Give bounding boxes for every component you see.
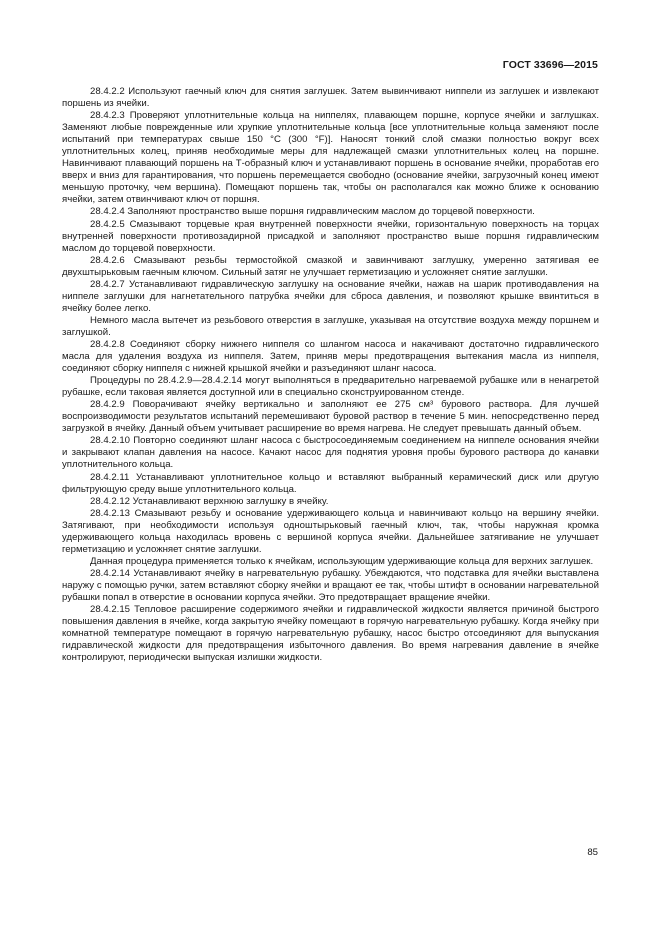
paragraph-28-4-2-7: 28.4.2.7 Устанавливают гидравлическую заглушку на основание ячейки, нажав на шарик противодавления на ниппеле заглушки для нагнетательного патрубка ячейки для сброса давления, и позволяют крышке ввинтиться в ячейку более легко. <box>62 278 599 314</box>
paragraph-28-4-2-14: 28.4.2.14 Устанавливают ячейку в нагревательную рубашку. Убеждаются, что подставка для ячейки выставлена наружу с помощью ручки, затем вставляют сборку ячейки и вращают ее так, чтобы штифт в основании нагревательной рубашки попал в отверстие в основании корпуса ячейки. Это предотвращает вращение ячейки. <box>62 567 599 603</box>
paragraph-28-4-2-8: 28.4.2.8 Соединяют сборку нижнего ниппеля со шлангом насоса и накачивают достаточно гидравлического масла для удаления воздуха из ниппеля. Затем, приняв меры предотвращения вытекания масла из ниппеля, соединяют сборку ниппеля с нижней крышкой ячейки и разъединяют шланг насоса. <box>62 338 599 375</box>
document-body <box>62 86 599 664</box>
paragraph-procedures: Процедуры по 28.4.2.9—28.4.2.14 могут выполняться в предварительно нагреваемой рубашке или в ненагретой рубашке, если таковая является доступной или в специально сконструированном стенде. <box>62 375 599 399</box>
paragraph-28-4-2-9: 28.4.2.9 Поворачивают ячейку вертикально и заполняют ее 275 см³ бурового раствора. Для лучшей воспроизводимости результатов испытаний перемешивают буровой раствор в течение 5 мин. непосредственно перед загрузкой в ячейку. Данный объем учитывает расширение во время нагрева. Не следует превышать данный объем. <box>62 399 599 435</box>
paragraph-note-rings: Данная процедура применяется только к ячейкам, использующим удерживающие кольца для верхних заглушек. <box>90 555 594 567</box>
paragraph-note-oil: Немного масла вытечет из резьбового отверстия в заглушке, указывая на отсутствие воздуха между поршнем и заглушкой. <box>62 314 599 338</box>
paragraph-28-4-2-6: 28.4.2.6 Смазывают резьбы термостойкой смазкой и завинчивают заглушку, умеренно затягивая ее двухштырьковым гаечным ключом. Сильный затяг не улучшает герметизацию и усложняет снятие заглушки. <box>62 254 599 278</box>
paragraph-28-4-2-15: 28.4.2.15 Тепловое расширение содержимого ячейки и гидравлической жидкости является причиной быстрого повышения давления в ячейке, когда закрытую ячейку помещают в горячую нагревательную рубашку. Когда ячейку при комнатной температуре помещают в горячую нагревательную рубашку, насос быстро отсоединяют для выпускания гидравлической жидкости для предотвращения избыточного давления. Во время нагревания давление в ячейке контролируют, периодически выпуская излишки жидкости. <box>62 604 599 664</box>
paragraph-28-4-2-2: 28.4.2.2 Используют гаечный ключ для снятия заглушек. Затем вывинчивают ниппели из заглушек и извлекают поршень из ячейки. <box>62 86 599 110</box>
paragraph-28-4-2-10: 28.4.2.10 Повторно соединяют шланг насоса с быстросоединяемым соединением на ниппеле основания ячейки и закрывают клапан давления на насосе. Качают насос для поднятия уровня пробы бурового раствора до канавки уплотнительного кольца. <box>62 435 599 471</box>
standard-header: ГОСТ 33696—2015 <box>502 59 598 71</box>
page-number: 85 <box>587 847 598 858</box>
paragraph-28-4-2-3: 28.4.2.3 Проверяют уплотнительные кольца на ниппелях, плавающем поршне, корпусе ячейки и заглушках. Заменяют любые поврежденные или хрупкие уплотнительные кольца [все уплотнительные кольца заменяют после испытаний при температурах свыше 150 °C (300 °F)]. Наносят тонкий слой смазки полностью вокруг всех уплотнительных колец, приняв необходимые меры для надлежащей смазки уплотнительных колец на поршне. Навинчивают плавающий поршень на Т-образный ключ и устанавливают поршень в основание ячейки, проработав его вверх и вниз для гарантирования, что поршень перемещается свободно (основание ячейки, загрузочный конец имеют меньшую проточку, чем вершина). Помещают поршень так, чтобы он располагался как можно ближе к основанию ячейки, затем отвинчивают ключ от поршня. <box>62 110 599 206</box>
paragraph-28-4-2-11: 28.4.2.11 Устанавливают уплотнительное кольцо и вставляют выбранный керамический диск или другую фильтрующую среду выше уплотнительного кольца. <box>62 471 599 495</box>
paragraph-28-4-2-4: 28.4.2.4 Заполняют пространство выше поршня гидравлическим маслом до торцевой поверхности. <box>90 206 535 218</box>
paragraph-28-4-2-12: 28.4.2.12 Устанавливают верхнюю заглушку в ячейку. <box>90 495 329 507</box>
paragraph-28-4-2-13: 28.4.2.13 Смазывают резьбу и основание удерживающего кольца и навинчивают кольцо на вершину ячейки. Затягивают, при необходимости используя одноштырьковый гаечный ключ, так, чтобы наружная кромка удерживающего кольца находилась вровень с вершиной корпуса ячейки. Дальнейшее затягивание не улучшает герметизацию и усложняет снятие заглушки. <box>62 507 599 555</box>
paragraph-28-4-2-5: 28.4.2.5 Смазывают торцевые края внутренней поверхности ячейки, горизонтальную поверхность на торцах внутренней поверхности противозадирной присадкой и заполняют пространство выше поршня гидравлическим маслом до торцевой поверхности. <box>62 218 599 254</box>
